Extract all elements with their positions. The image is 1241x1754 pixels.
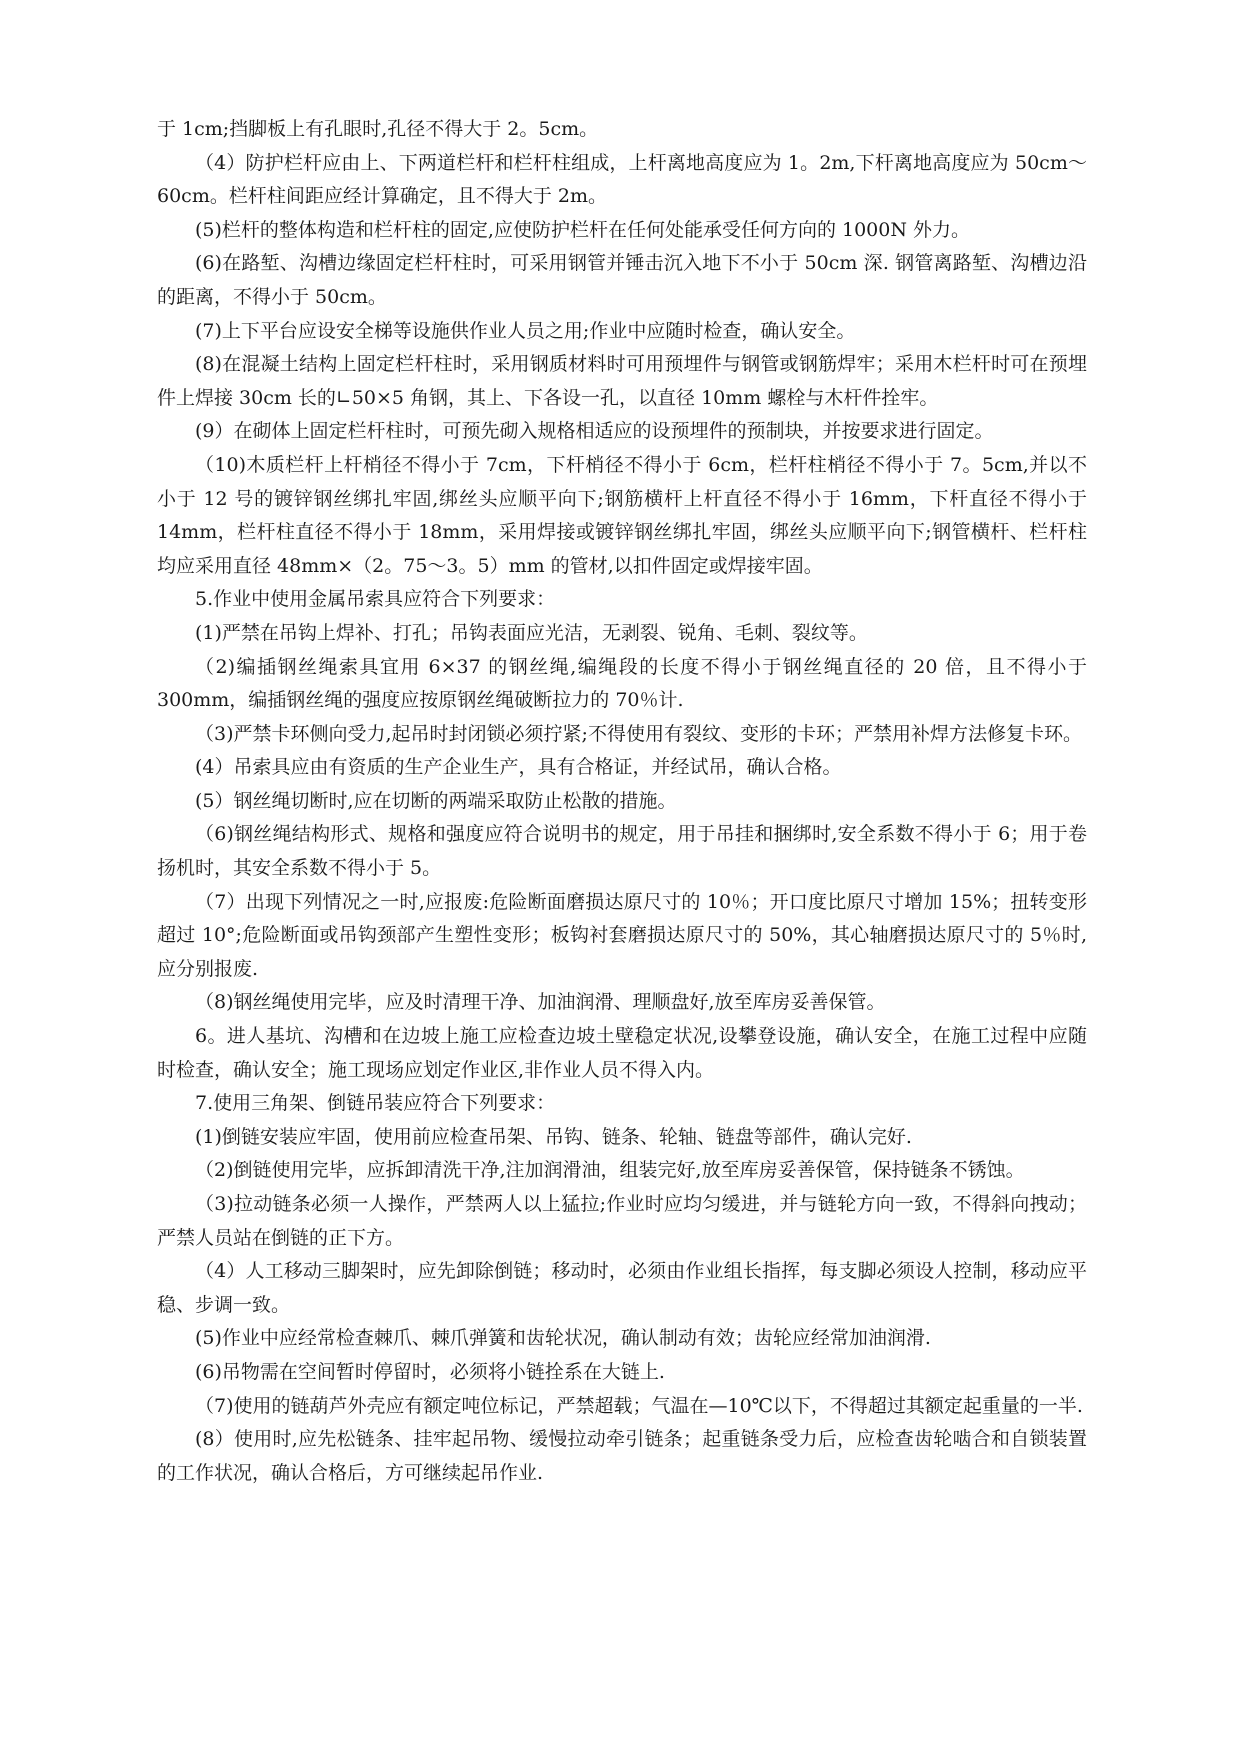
paragraph: （6)钢丝绳结构形式、规格和强度应符合说明书的规定，用于吊挂和捆绑时,安全系数不得小于 6；用于卷扬机时，其安全系数不得小于 5。 [157, 823, 1087, 880]
paragraph: （7)使用的链葫芦外壳应有额定吨位标记，严禁超载；气温在—10℃以下，不得超过其额定起重量的一半. [195, 1394, 1083, 1417]
paragraph: (1)倒链安装应牢固，使用前应检查吊架、吊钩、链条、轮轴、链盘等部件，确认完好. [195, 1125, 912, 1148]
paragraph: （4）防护栏杆应由上、下两道栏杆和栏杆柱组成，上杆离地高度应为 1。2m,下杆离地高度应为 50cm～60cm。栏杆柱间距应经计算确定，且不得大于 2m。 [157, 151, 1087, 208]
paragraph: (5）钢丝绳切断时,应在切断的两端采取防止松散的措施。 [195, 789, 677, 812]
document-body [157, 113, 1087, 1490]
paragraph: (8）使用时,应先松链条、挂牢起吊物、缓慢拉动牵引链条；起重链条受力后，应检查齿轮啮合和自锁装置的工作状况，确认合格后，方可继续起吊作业. [157, 1428, 1087, 1484]
paragraph: （7）出现下列情况之一时,应报废:危险断面磨损达原尺寸的 10％；开口度比原尺寸增加 15%；扭转变形超过 10°;危险断面或吊钩颈部产生塑性变形；板钩衬套磨损达原尺寸的 50%，其心轴磨损达原尺寸的 5％时,应分别报废. [157, 890, 1087, 980]
paragraph: (4）吊索具应由有资质的生产企业生产，具有合格证，并经试吊，确认合格。 [195, 756, 842, 779]
paragraph: （2)倒链使用完毕，应拆卸清洗干净,注加润滑油，组装完好,放至库房妥善保管，保持链条不锈蚀。 [195, 1159, 1025, 1182]
paragraph: 于 1cm;挡脚板上有孔眼时,孔径不得大于 2。5cm。 [157, 118, 599, 140]
paragraph: （3)严禁卡环侧向受力,起吊时封闭锁必须拧紧;不得使用有裂纹、变形的卡环；严禁用补焊方法修复卡环。 [195, 722, 1082, 745]
paragraph: (6)吊物需在空间暂时停留时，必须将小链拴系在大链上. [195, 1360, 665, 1383]
paragraph: (8)在混凝土结构上固定栏杆柱时，采用钢质材料时可用预埋件与钢管或钢筋焊牢；采用木栏杆时可在预埋件上焊接 30cm 长的∟50×5 角钢，其上、下各设一孔，以直径 10mm 螺栓与木杆件拴牢。 [157, 353, 1087, 409]
paragraph: （2)编插钢丝绳索具宜用 6×37 的钢丝绳,编绳段的长度不得小于钢丝绳直径的 20 倍，且不得小于 300mm，编插钢丝绳的强度应按原钢丝绳破断拉力的 70％计. [157, 655, 1087, 712]
section-heading: 6。进人基坑、沟槽和在边坡上施工应检查边坡土壁稳定状况,设攀登设施，确认安全，在施工过程中应随时检查，确认安全；施工现场应划定作业区,非作业人员不得入内。 [157, 1025, 1087, 1081]
paragraph: (9）在砌体上固定栏杆柱时，可预先砌入规格相适应的设预埋件的预制块，并按要求进行固定。 [195, 420, 994, 443]
paragraph: (7)上下平台应设安全梯等设施供作业人员之用;作业中应随时检查，确认安全。 [195, 319, 856, 342]
paragraph: （10)木质栏杆上杆梢径不得小于 7cm，下杆梢径不得小于 6cm，栏杆柱梢径不得小于 7。5cm,并以不小于 12 号的镀锌钢丝绑扎牢固,绑丝头应顺平向下;钢筋横杆上杆直径不得小于 16mm，下杆直径不得小于 14mm，栏杆柱直径不得小于 18mm，采用焊接或镀锌钢丝绑扎牢固，绑丝头应顺平向下;钢管横杆、栏杆柱均应采用直径 48mm×（2。75～3。5）mm 的管材,以扣件固定或焊接牢固。 [157, 453, 1087, 577]
paragraph: (5)作业中应经常检查棘爪、棘爪弹簧和齿轮状况，确认制动有效；齿轮应经常加油润滑. [195, 1327, 931, 1350]
section-heading: 7.使用三角架、倒链吊装应符合下列要求： [195, 1092, 556, 1115]
paragraph: (6)在路堑、沟槽边缘固定栏杆柱时，可采用钢管并锤击沉入地下不小于 50cm 深. 钢管离路堑、沟槽边沿的距离，不得小于 50cm。 [157, 252, 1087, 308]
paragraph: （4）人工移动三脚架时，应先卸除倒链；移动时，必须由作业组长指挥，每支脚必须设人控制，移动应平稳、步调一致。 [157, 1260, 1087, 1316]
paragraph: (1)严禁在吊钩上焊补、打孔；吊钩表面应光洁，无剥裂、锐角、毛刺、裂纹等。 [195, 621, 868, 644]
paragraph: （8)钢丝绳使用完毕，应及时清理干净、加油润滑、理顺盘好,放至库房妥善保管。 [195, 991, 886, 1014]
paragraph: (5)栏杆的整体构造和栏杆柱的固定,应使防护栏杆在任何处能承受任何方向的 1000N 外力。 [195, 218, 971, 241]
section-heading: 5.作业中使用金属吊索具应符合下列要求： [195, 588, 556, 611]
paragraph: （3)拉动链条必须一人操作，严禁两人以上猛拉;作业时应均匀缓进，并与链轮方向一致，不得斜向拽动；严禁人员站在倒链的正下方。 [157, 1193, 1087, 1249]
